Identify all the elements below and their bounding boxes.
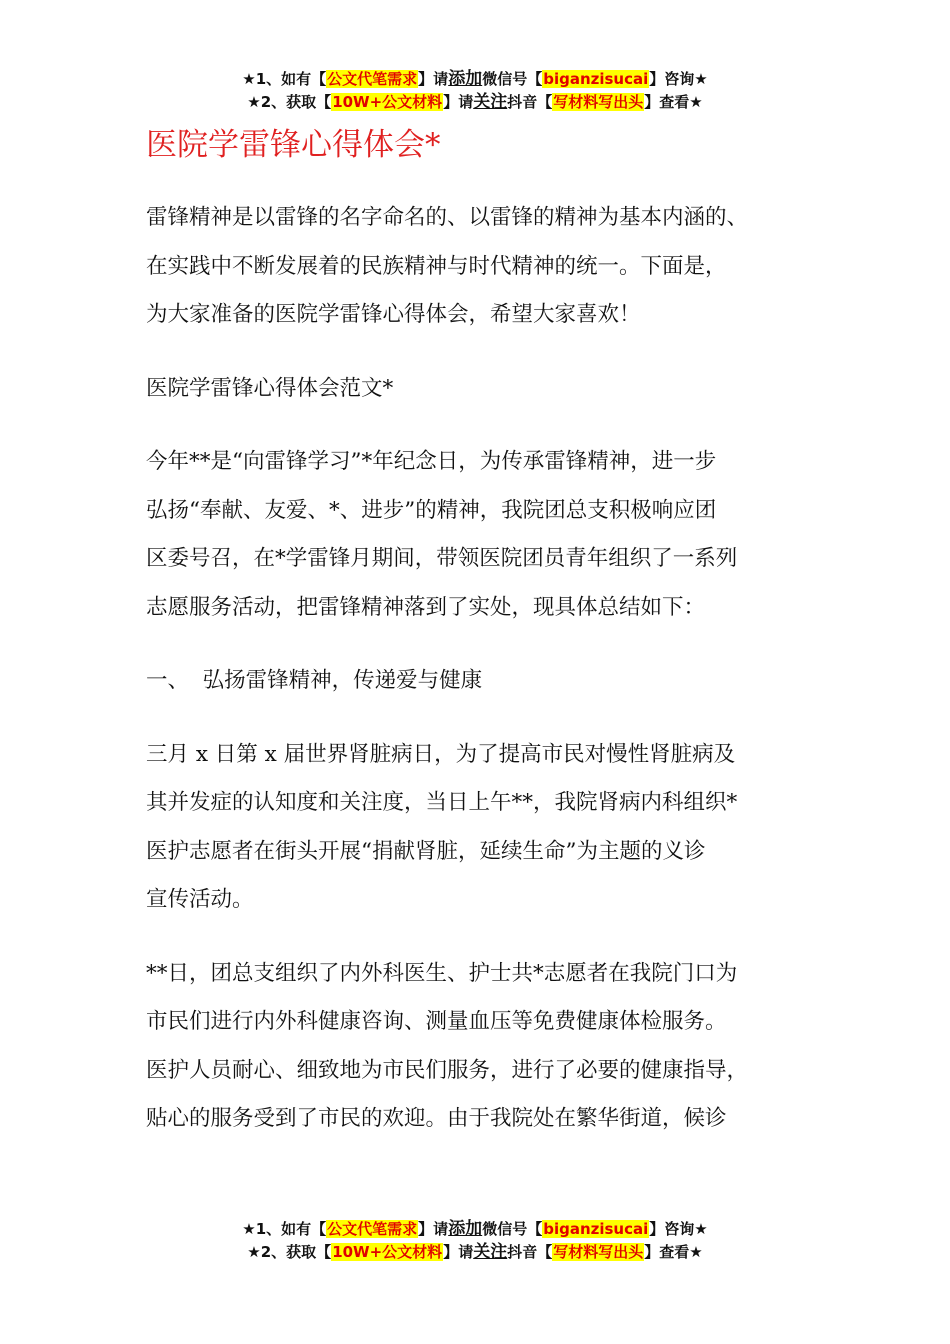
banner-text: 】查看★ [644,93,703,111]
text-line: 医护志愿者在街头开展“捐献肾脏，延续生命”为主题的义诊 [146,838,706,864]
text-line: 宣传活动。 [146,887,254,912]
section-heading [146,657,816,706]
banner-underlined: 添加 [448,1219,483,1239]
banner-text: 】请 [418,70,449,88]
paragraph [146,194,816,340]
text-line: 医护人员耐心、细致地为市民们服务，进行了必要的健康指导， [146,1057,749,1083]
text-line: 三月 x 日第 x 届世界肾脏病日，为了提高市民对慢性肾脏病及 [146,741,736,767]
banner-line-1 [0,68,950,91]
banner-underlined: 关注 [473,1242,508,1262]
text-line: 区委号召，在*学雷锋月期间，带领医院团员青年组织了一系列 [146,546,738,571]
header-banner [0,68,950,114]
text-line: 志愿服务活动，把雷锋精神落到了实处，现具体总结如下： [146,594,706,620]
banner-text: 微信号【 [482,70,543,88]
banner-line-1 [0,1218,950,1241]
banner-text: ★2、获取【 [247,1243,332,1261]
text-line: 弘扬“奉献、友爱、*、进步”的精神，我院团总支积极响应团 [146,497,717,523]
banner-highlight: 写材料写出头 [553,93,644,111]
footer-banner [0,1218,950,1264]
banner-text: 抖音【 [507,93,553,111]
text-line: **日，团总支组织了内外科医生、护士共*志愿者在我院门口为 [146,960,738,986]
text-line: 贴心的服务受到了市民的欢迎。由于我院处在繁华街道，候诊 [146,1106,727,1131]
banner-text: 】查看★ [644,1243,703,1261]
banner-highlight: 10W+公文材料 [332,93,443,111]
document-title: 医院学雷锋心得体会* [146,127,441,163]
text-line: 在实践中不断发展着的民族精神与时代精神的统一。下面是， [146,253,727,279]
banner-highlight: 写材料写出头 [553,1243,644,1261]
document-body [146,194,816,1169]
banner-line-2 [0,1241,950,1264]
text-line: 雷锋精神是以雷锋的名字命名的、以雷锋的精神为基本内涵的、 [146,205,749,230]
banner-wechat-id: biganzisucai [543,1220,649,1238]
section-heading [146,365,816,414]
banner-text: 】请 [443,93,474,111]
banner-text: 抖音【 [507,1243,553,1261]
text-line: 市民们进行内外科健康咨询、测量血压等免费健康体检服务。 [146,1009,727,1034]
text-line: 其并发症的认知度和关注度，当日上午**，我院肾病内科组织* [146,790,738,815]
text-line: 为大家准备的医院学雷锋心得体会，希望大家喜欢！ [146,302,641,327]
paragraph [146,950,816,1144]
banner-underlined: 关注 [473,92,508,112]
banner-underlined: 添加 [448,69,483,89]
banner-text: ★2、获取【 [247,93,332,111]
banner-highlight: 公文代笔需求 [327,70,418,88]
banner-text: ★1、如有【 [242,1220,327,1238]
banner-text: 】咨询★ [649,1220,708,1238]
banner-line-2 [0,91,950,114]
text-line: 今年**是“向雷锋学习”*年纪念日，为传承雷锋精神，进一步 [146,449,717,474]
banner-text: 】咨询★ [649,70,708,88]
text-line: 一、 弘扬雷锋精神，传递爱与健康 [146,668,483,693]
banner-text: 微信号【 [482,1220,543,1238]
banner-text: ★1、如有【 [242,70,327,88]
banner-wechat-id: biganzisucai [543,70,649,88]
banner-highlight: 公文代笔需求 [327,1220,418,1238]
paragraph [146,438,816,632]
banner-text: 】请 [418,1220,449,1238]
text-line: 医院学雷锋心得体会范文* [146,375,394,401]
banner-text: 】请 [443,1243,474,1261]
banner-highlight: 10W+公文材料 [332,1243,443,1261]
paragraph [146,731,816,925]
